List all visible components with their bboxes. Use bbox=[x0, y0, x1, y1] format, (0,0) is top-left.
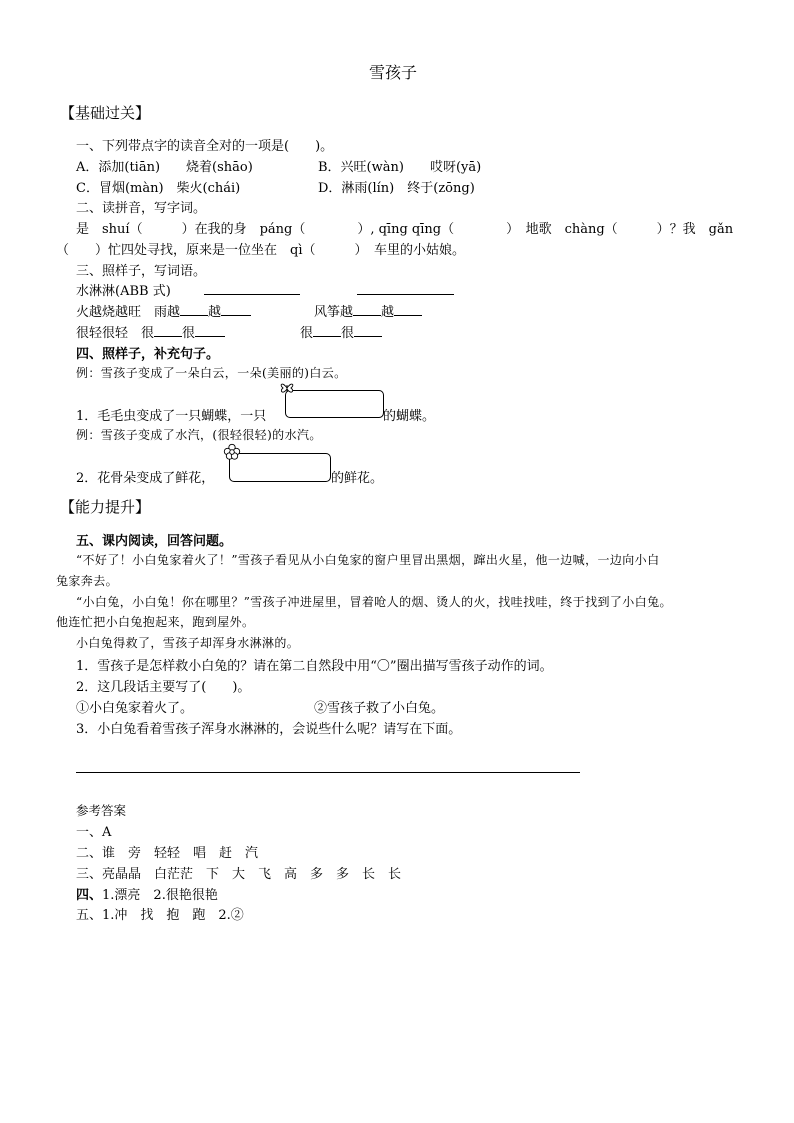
q4-s2-end: 的鲜花。 bbox=[331, 471, 384, 486]
q5-option-2: ②雪孩子救了小白兔。 bbox=[314, 701, 445, 716]
q3-blank-9[interactable] bbox=[313, 323, 341, 337]
q4-s1-end: 的蝴蝶。 bbox=[383, 409, 436, 424]
q3-row2-kite: 风筝越 bbox=[314, 305, 354, 320]
q3-row2-kite-mid: 越 bbox=[381, 305, 395, 320]
q2-line1: 是 shuí（ ）在我的身 páng（ ）, qīng qīng（ ） 地歌 chàng（ ）？我 gǎn bbox=[76, 222, 734, 237]
q3-row3-mid: 很 bbox=[182, 326, 196, 341]
q3-blank-7[interactable] bbox=[154, 323, 182, 337]
q3-row3-example: 很轻很轻 很 bbox=[76, 326, 155, 341]
q3-row3 bbox=[76, 322, 225, 341]
q5-passage-p1b: 兔家奔去。 bbox=[56, 574, 119, 588]
q3-blank-2[interactable] bbox=[357, 294, 454, 295]
q5-passage-p2b: 他连忙把小白兔抱起来，跑到屋外。 bbox=[56, 615, 255, 629]
q3-blank-4[interactable] bbox=[221, 302, 251, 316]
answer-4-label: 四、 bbox=[76, 888, 103, 903]
q3-row2-mid: 越 bbox=[208, 305, 222, 320]
butterfly-icon bbox=[279, 380, 295, 396]
q1-option-b: B．兴旺(wàn) 哎呀(yā) bbox=[318, 160, 482, 175]
q1-option-c: C．冒烟(màn) 柴火(chái) bbox=[76, 181, 241, 196]
q4-example-2: 例：雪孩子变成了水汽，(很轻很轻)的水汽。 bbox=[76, 428, 322, 442]
q3-blank-1[interactable] bbox=[204, 294, 300, 295]
q3-blank-10[interactable] bbox=[354, 323, 382, 337]
answers-title: 参考答案 bbox=[76, 803, 127, 818]
q5-item-1: 1．雪孩子是怎样救小白兔的？请在第二自然段中用“〇”圈出描写雪孩子动作的词。 bbox=[76, 659, 553, 674]
answer-2: 二、谁 旁 轻轻 唱 赶 汽 bbox=[76, 846, 259, 861]
q3-row3-right bbox=[300, 322, 382, 341]
q1-option-a: A．添加(tiān) 烧着(shāo) bbox=[76, 160, 253, 175]
q4-answer-box-1[interactable] bbox=[285, 390, 384, 418]
q4-stem: 四、照样子，补充句子。 bbox=[76, 347, 220, 362]
answer-3: 三、亮晶晶 白茫茫 下 大 飞 高 多 多 长 长 bbox=[76, 867, 402, 882]
q5-passage-p2a: “小白兔，小白兔！你在哪里？”雪孩子冲进屋里，冒着呛人的烟、烫人的火，找哇找哇，终于找到了小白兔。 bbox=[76, 595, 672, 609]
q5-passage-p1a: “不好了！小白兔家着火了！”雪孩子看见从小白兔家的窗户里冒出黑烟，蹿出火星，他一边喊，一边向小白 bbox=[76, 553, 660, 567]
q4-s1-start: 1．毛毛虫变成了一只蝴蝶，一只 bbox=[76, 409, 267, 424]
answer-4-text: 1.漂亮 2.很艳很艳 bbox=[102, 888, 218, 903]
answer-4 bbox=[76, 884, 218, 903]
answer-1: 一、A bbox=[76, 825, 112, 840]
q3-row3-right-b: 很 bbox=[341, 326, 355, 341]
q4-answer-box-2[interactable] bbox=[229, 453, 331, 482]
q3-row2 bbox=[76, 301, 251, 320]
q1-option-d: D．淋雨(lín) 终于(zōng) bbox=[318, 181, 475, 196]
section-heading-ability: 【能力提升】 bbox=[60, 498, 151, 516]
q3-row1-label: 水淋淋(ABB 式) bbox=[76, 284, 171, 299]
q2-stem: 二、读拼音，写字词。 bbox=[76, 201, 207, 216]
flower-icon bbox=[223, 443, 241, 461]
q3-stem: 三、照样子，写词语。 bbox=[76, 264, 207, 279]
q4-example-1: 例：雪孩子变成了一朵白云，一朵(美丽的)白云。 bbox=[76, 366, 347, 380]
q5-passage-p3: 小白兔得救了，雪孩子却浑身水淋淋的。 bbox=[76, 636, 300, 650]
q5-option-1: ①小白兔家着火了。 bbox=[76, 701, 194, 716]
answer-writing-line[interactable] bbox=[76, 772, 580, 773]
page-title: 雪孩子 bbox=[369, 63, 418, 82]
q5-stem: 五、课内阅读，回答问题。 bbox=[76, 534, 233, 549]
q3-blank-3[interactable] bbox=[180, 302, 208, 316]
q3-blank-6[interactable] bbox=[394, 302, 422, 316]
q3-row3-right-a: 很 bbox=[300, 326, 314, 341]
q5-item-2: 2．这几段话主要写了( )。 bbox=[76, 680, 251, 695]
q3-blank-5[interactable] bbox=[353, 302, 381, 316]
q2-line2: （ ）忙四处寻找，原来是一位坐在 qì（ ） 车里的小姑娘。 bbox=[56, 243, 465, 258]
section-heading-basic: 【基础过关】 bbox=[60, 104, 151, 122]
q5-item-3: 3．小白兔看着雪孩子浑身水淋淋的，会说些什么呢？请写在下面。 bbox=[76, 722, 462, 737]
q3-row2-right bbox=[314, 301, 422, 320]
q3-blank-8[interactable] bbox=[195, 323, 225, 337]
q3-row2-example: 火越烧越旺 雨越 bbox=[76, 305, 181, 320]
q1-stem: 一、下列带点字的读音全对的一项是( )。 bbox=[76, 139, 334, 154]
answer-5: 五、1.冲 找 抱 跑 2.② bbox=[76, 908, 244, 923]
q4-s2-start: 2．花骨朵变成了鲜花， bbox=[76, 471, 215, 486]
